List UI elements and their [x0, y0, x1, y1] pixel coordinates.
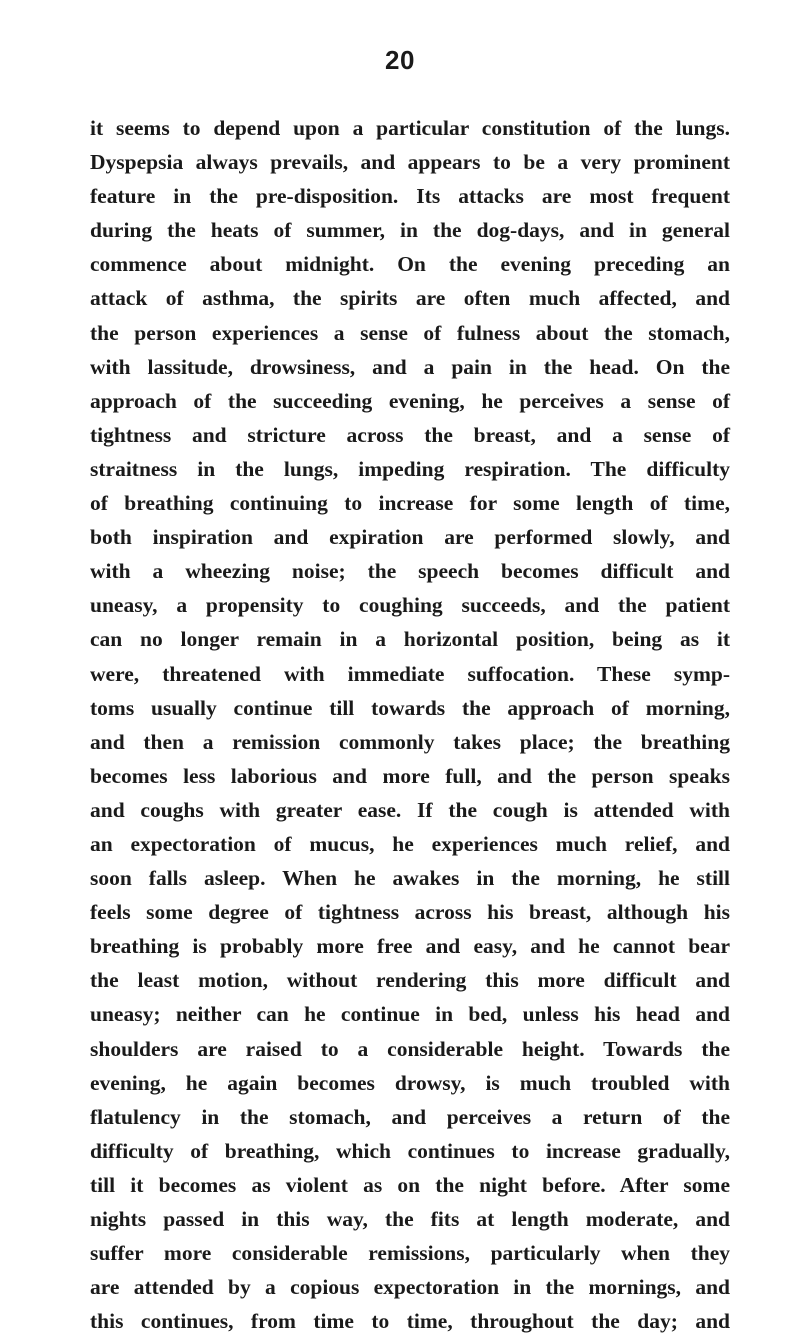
text-line: uneasy; neither can he continue in bed, unless his head and [90, 1002, 730, 1027]
text-line: of breathing continuing to increase for some length of time, [90, 491, 730, 516]
text-line: shoulders are raised to a considerable height. Towards the [90, 1036, 730, 1061]
text-line: feature in the pre-disposition. Its attacks are most frequent [90, 184, 730, 209]
text-line: soon falls asleep. When he awakes in the morning, he still [90, 866, 730, 891]
text-line: nights passed in this way, the fits at length moderate, and [90, 1207, 730, 1231]
text-line: commence about midnight. On the evening preceding an [90, 252, 730, 277]
text-line: with lassitude, drowsiness, and a pain in the head. On the [90, 354, 730, 379]
page-number: 20 [385, 45, 415, 75]
text-line: both inspiration and expiration are performed slowly, and [90, 525, 730, 550]
text-line: during the heats of summer, in the dog-days, and in general [90, 218, 730, 243]
text-line: flatulency in the stomach, and perceives a return of the [90, 1104, 730, 1129]
text-line: are attended by a copious expectoration in the mornings, and [90, 1275, 730, 1300]
text-line: suffer more considerable remissions, particularly when they [90, 1241, 730, 1266]
text-line: can no longer remain in a horizontal position, being as it [90, 627, 730, 652]
text-line: an expectoration of mucus, he experiences much relief, and [90, 831, 730, 856]
body-text [90, 111, 730, 1338]
text-line: were, threatened with immediate suffocation. These symp- [90, 661, 730, 686]
text-line: this continues, from time to time, throughout the day; and [90, 1309, 730, 1334]
text-line: with a wheezing noise; the speech becomes difficult and [90, 559, 730, 584]
text-line: and coughs with greater ease. If the cough is attended with [90, 797, 730, 822]
text-line: tightness and stricture across the breast, and a sense of [90, 422, 730, 447]
text-line: the person experiences a sense of fulness about the stomach, [90, 320, 730, 345]
text-line: and then a remission commonly takes place; the breathing [90, 729, 730, 754]
text-line: the least motion, without rendering this more difficult and [90, 968, 730, 993]
text-line: Dyspepsia always prevails, and appears to be a very prominent [90, 150, 730, 175]
text-line: it seems to depend upon a particular constitution of the lungs. [90, 116, 730, 140]
text-line: difficulty of breathing, which continues to increase gradually, [90, 1138, 730, 1163]
text-line: evening, he again becomes drowsy, is much troubled with [90, 1070, 730, 1095]
text-line: feels some degree of tightness across his breast, although his [90, 900, 730, 925]
text-line: attack of asthma, the spirits are often much affected, and [90, 286, 730, 311]
text-line: till it becomes as violent as on the night before. After some [90, 1172, 730, 1197]
text-line: becomes less laborious and more full, and the person speaks [90, 763, 730, 788]
text-line: breathing is probably more free and easy, and he cannot bear [90, 934, 730, 959]
text-line: straitness in the lungs, impeding respiration. The difficulty [90, 456, 730, 481]
text-line: approach of the succeeding evening, he perceives a sense of [90, 388, 730, 413]
text-line: uneasy, a propensity to coughing succeeds, and the patient [90, 593, 730, 618]
text-line: toms usually continue till towards the approach of morning, [90, 695, 730, 720]
